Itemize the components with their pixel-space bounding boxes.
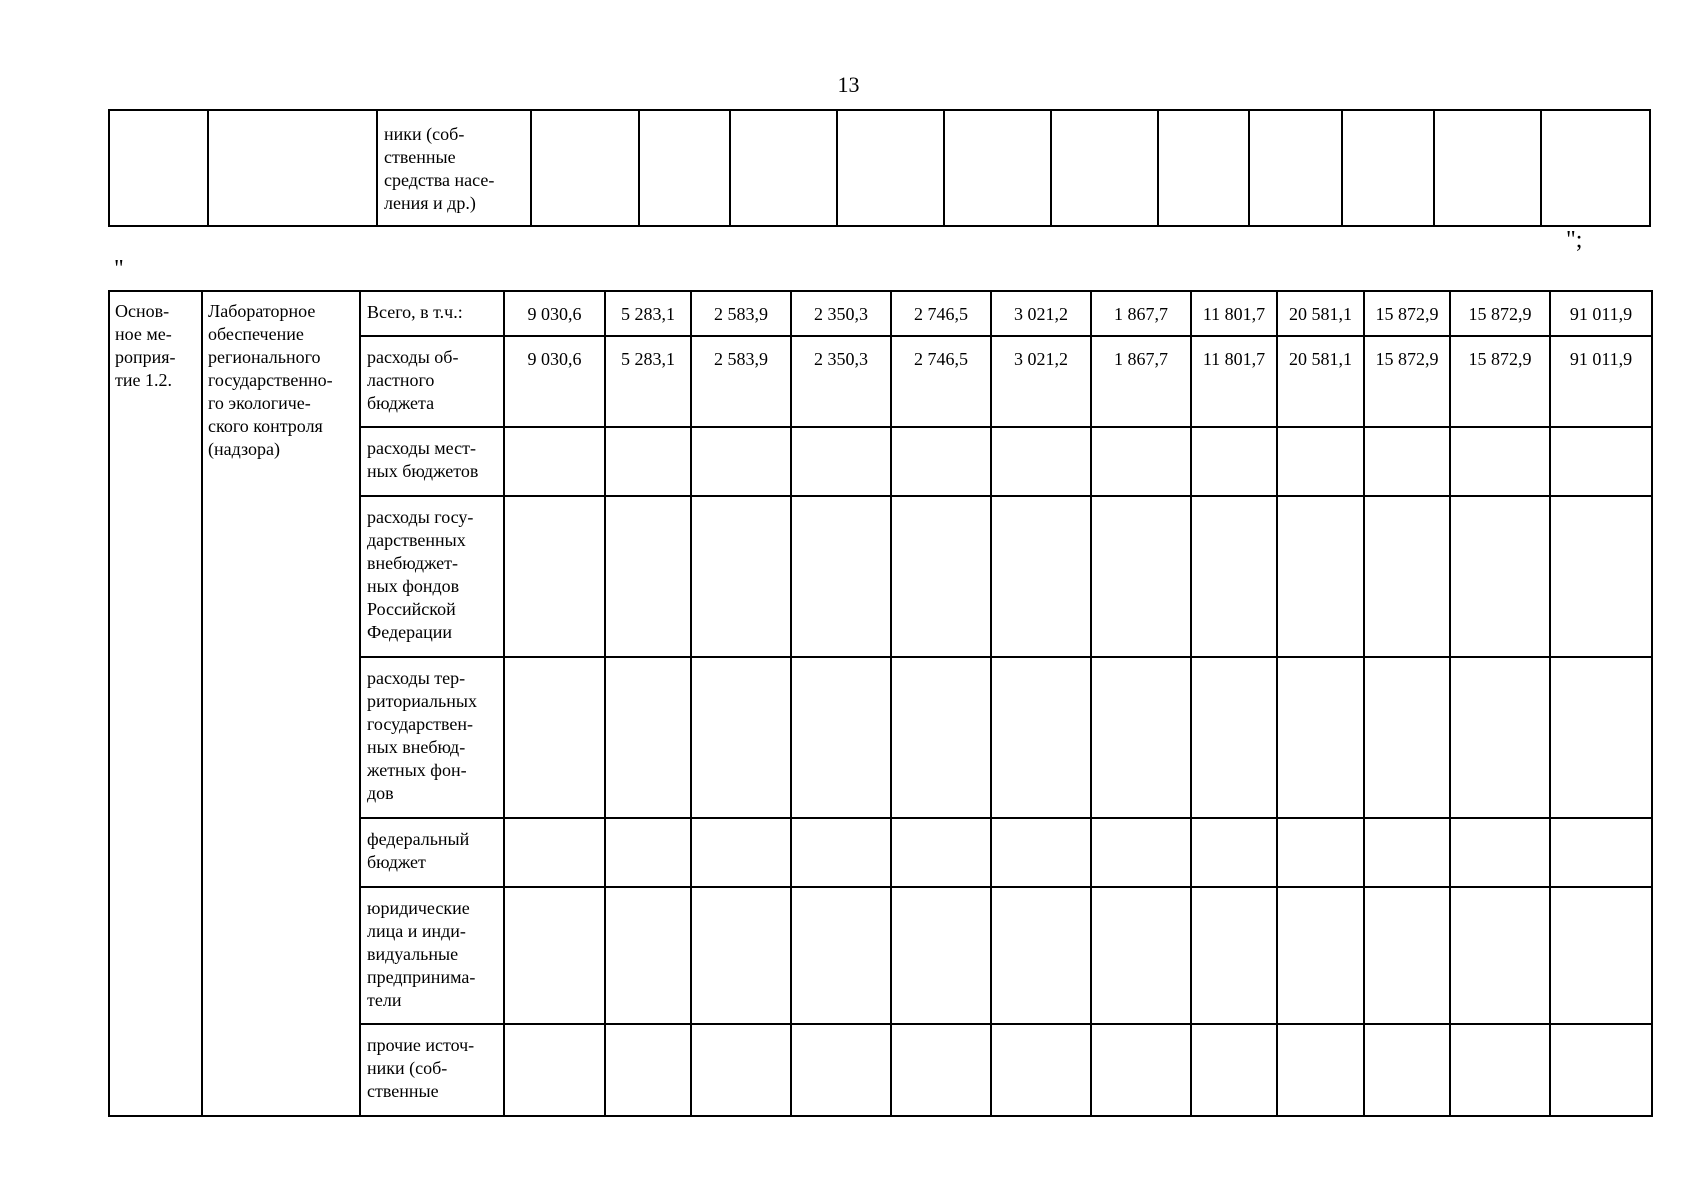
value-cell: 5 283,1 (605, 336, 691, 427)
empty-cell (691, 1024, 791, 1116)
value-cell: 20 581,1 (1277, 291, 1364, 336)
value-cell: 15 872,9 (1450, 336, 1550, 427)
empty-cell (1091, 427, 1191, 496)
funding-source-label: расходы об- ластного бюджета (367, 347, 459, 413)
empty-cell (791, 427, 891, 496)
empty-cell (1450, 818, 1550, 887)
funding-source-cell (360, 1024, 504, 1116)
activity-name: Лабораторное обеспечение регионального государственно- го экологиче- ского контроля (надзора) (208, 301, 333, 459)
empty-cell (1277, 657, 1364, 818)
empty-cell (1277, 496, 1364, 657)
empty-cell (991, 1024, 1091, 1116)
funding-source-cell (360, 657, 504, 818)
empty-cell (691, 496, 791, 657)
empty-cell (1364, 1024, 1450, 1116)
empty-cell (1450, 496, 1550, 657)
empty-cell (1541, 110, 1650, 226)
empty-cell (504, 427, 605, 496)
empty-cell (944, 110, 1051, 226)
funding-source-cell (360, 427, 504, 496)
empty-cell (605, 496, 691, 657)
empty-cell (1091, 818, 1191, 887)
empty-cell (691, 887, 791, 1024)
value-cell: 11 801,7 (1191, 291, 1277, 336)
closing-quote: "; (1566, 227, 1583, 253)
empty-cell (1191, 427, 1277, 496)
empty-cell (1364, 887, 1450, 1024)
empty-cell (991, 427, 1091, 496)
empty-cell (1191, 1024, 1277, 1116)
empty-cell (605, 818, 691, 887)
empty-cell (991, 887, 1091, 1024)
funding-source-label: расходы тер- риториальных государствен- ных внебюд- жетных фон- дов (367, 668, 477, 803)
value-cell: 15 872,9 (1364, 291, 1450, 336)
funding-source-label: расходы госу- дарственных внебюджет- ных фондов Российской Федерации (367, 507, 474, 642)
empty-cell (837, 110, 944, 226)
empty-cell (605, 427, 691, 496)
empty-cell (1277, 427, 1364, 496)
empty-cell (791, 1024, 891, 1116)
source-label: ники (соб- ственные средства насе- ления и др.) (384, 124, 495, 213)
value-cell: 3 021,2 (991, 291, 1091, 336)
empty-cell (991, 818, 1091, 887)
empty-cell (1191, 818, 1277, 887)
value-cell: 9 030,6 (504, 291, 605, 336)
value-cell: 15 872,9 (1450, 291, 1550, 336)
page-number: 13 (837, 72, 860, 97)
activity-code: Основ- ное ме- роприя- тие 1.2. (115, 301, 176, 390)
empty-cell (891, 1024, 991, 1116)
empty-cell (1450, 657, 1550, 818)
funding-source-label: Всего, в т.ч.: (367, 302, 463, 322)
opening-quote: " (114, 256, 124, 282)
empty-cell (1091, 887, 1191, 1024)
empty-cell (1550, 427, 1652, 496)
value-cell: 2 350,3 (791, 336, 891, 427)
empty-cell (605, 887, 691, 1024)
empty-cell (891, 496, 991, 657)
funding-source-cell (360, 336, 504, 427)
empty-cell (1342, 110, 1434, 226)
empty-cell (1550, 818, 1652, 887)
value-cell: 91 011,9 (1550, 336, 1652, 427)
funding-source-cell (360, 887, 504, 1024)
value-cell: 2 746,5 (891, 291, 991, 336)
funding-source-label: федеральный бюджет (367, 829, 470, 872)
value-cell: 91 011,9 (1550, 291, 1652, 336)
empty-cell (504, 496, 605, 657)
empty-cell (691, 427, 791, 496)
funding-source-cell (360, 291, 504, 336)
empty-cell (1550, 887, 1652, 1024)
empty-cell (1249, 110, 1342, 226)
empty-cell (1277, 1024, 1364, 1116)
empty-cell (1091, 657, 1191, 818)
empty-cell (605, 657, 691, 818)
funding-source-label: расходы мест- ных бюджетов (367, 438, 479, 481)
empty-cell (891, 818, 991, 887)
value-cell: 1 867,7 (1091, 291, 1191, 336)
empty-cell (1434, 110, 1541, 226)
funding-source-label: юридические лица и инди- видуальные предпринима- тели (367, 898, 476, 1010)
empty-cell (208, 110, 377, 226)
empty-cell (1364, 657, 1450, 818)
empty-cell (1191, 657, 1277, 818)
activity-name-cell (202, 291, 360, 1116)
empty-cell (791, 657, 891, 818)
empty-cell (1191, 887, 1277, 1024)
empty-cell (1450, 1024, 1550, 1116)
empty-cell (891, 657, 991, 818)
table-row (109, 110, 1650, 226)
funding-source-label: прочие источ- ники (соб- ственные (367, 1035, 475, 1101)
value-cell: 15 872,9 (1364, 336, 1450, 427)
empty-cell (791, 887, 891, 1024)
empty-cell (891, 427, 991, 496)
value-cell: 20 581,1 (1277, 336, 1364, 427)
empty-cell (1091, 496, 1191, 657)
empty-cell (1550, 496, 1652, 657)
empty-cell (791, 496, 891, 657)
value-cell: 2 746,5 (891, 336, 991, 427)
empty-cell (1277, 887, 1364, 1024)
empty-cell (691, 818, 791, 887)
empty-cell (605, 1024, 691, 1116)
empty-cell (691, 657, 791, 818)
empty-cell (1091, 1024, 1191, 1116)
empty-cell (1550, 657, 1652, 818)
empty-cell (991, 496, 1091, 657)
empty-cell (730, 110, 837, 226)
value-cell: 3 021,2 (991, 336, 1091, 427)
funding-source-cell (360, 818, 504, 887)
empty-cell (1450, 887, 1550, 1024)
value-cell: 2 583,9 (691, 291, 791, 336)
empty-cell (791, 818, 891, 887)
empty-cell (1364, 818, 1450, 887)
value-cell: 5 283,1 (605, 291, 691, 336)
value-cell: 2 583,9 (691, 336, 791, 427)
empty-cell (504, 1024, 605, 1116)
empty-cell (1364, 427, 1450, 496)
value-cell: 2 350,3 (791, 291, 891, 336)
value-cell: 1 867,7 (1091, 336, 1191, 427)
empty-cell (891, 887, 991, 1024)
empty-cell (109, 110, 208, 226)
value-cell: 11 801,7 (1191, 336, 1277, 427)
empty-cell (1364, 496, 1450, 657)
empty-cell (504, 887, 605, 1024)
empty-cell (1277, 818, 1364, 887)
empty-cell (504, 818, 605, 887)
empty-cell (1450, 427, 1550, 496)
activity-code-cell (109, 291, 202, 1116)
empty-cell (1158, 110, 1250, 226)
empty-cell (639, 110, 731, 226)
value-cell: 9 030,6 (504, 336, 605, 427)
row-total (109, 291, 1652, 336)
funding-source-cell (360, 496, 504, 657)
table-continuation (108, 109, 1651, 227)
empty-cell (504, 657, 605, 818)
empty-cell (531, 110, 639, 226)
empty-cell (1191, 496, 1277, 657)
empty-cell (1051, 110, 1158, 226)
empty-cell (991, 657, 1091, 818)
funding-table (108, 290, 1653, 1117)
empty-cell (1550, 1024, 1652, 1116)
source-label-cell (377, 110, 531, 226)
